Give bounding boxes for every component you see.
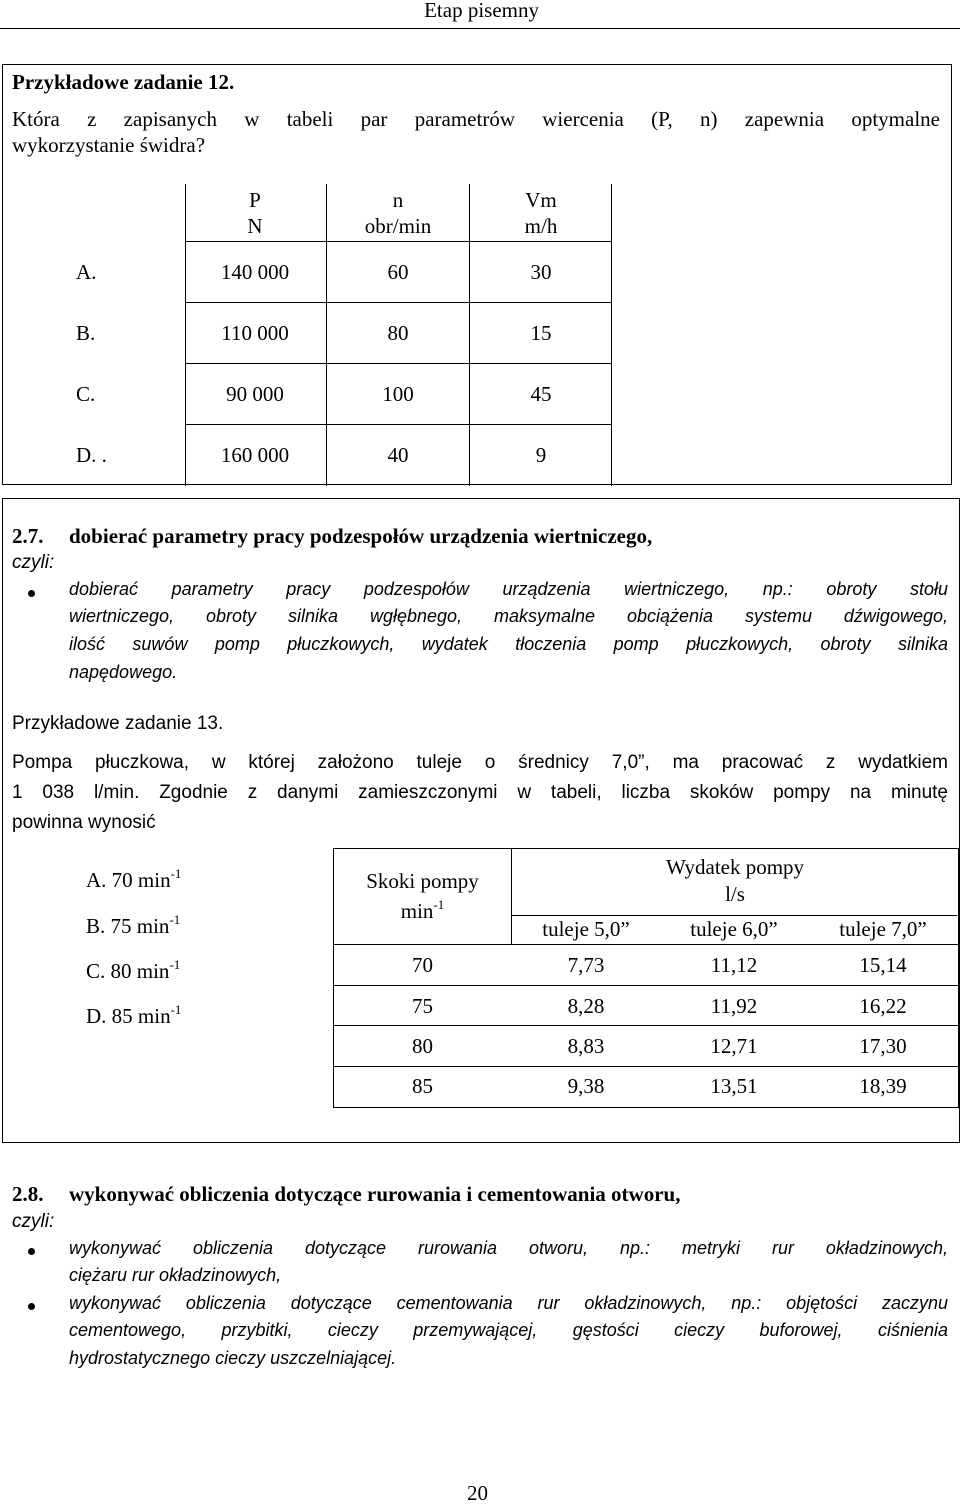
row-d-p: 160 000 — [220, 443, 290, 467]
table-cell: 18,39 — [859, 1074, 907, 1098]
header-n-name: n — [392, 188, 404, 212]
table-cell: 9,38 — [567, 1074, 605, 1098]
row-b-n: 80 — [387, 321, 409, 345]
table-cell: 70 — [412, 953, 433, 977]
page-header-title: Etap pisemny — [424, 0, 539, 22]
section-28-title: wykonywać obliczenia dotyczące rurowania i cementowania otworu, — [69, 1182, 681, 1206]
header-p-name: P — [249, 188, 261, 212]
page-number: 20 — [467, 1481, 488, 1505]
section-27-line3: ilość suwów pomp płuczkowych, wydatek tłoczenia pomp płuczkowych, obroty silnika — [69, 634, 948, 654]
answer-b — [86, 912, 180, 939]
answer-c-exp: -1 — [169, 957, 181, 972]
answer-a-label: A. — [86, 868, 107, 892]
task-12-title: Przykładowe zadanie 12. — [12, 70, 235, 94]
row-c-n: 100 — [382, 382, 414, 406]
table-cell: 8,83 — [567, 1034, 605, 1058]
answer-c — [86, 957, 180, 984]
table-cell: 13,51 — [710, 1074, 758, 1098]
row-label-b: B. — [76, 321, 96, 345]
answer-d-value: 85 min — [111, 1004, 171, 1028]
answer-d — [86, 1002, 181, 1029]
section-27-line4: napędowego. — [69, 662, 178, 682]
answer-b-value: 75 min — [110, 914, 170, 938]
row-b-vm: 15 — [530, 321, 552, 345]
header-divider — [0, 28, 960, 29]
section-27-line2: wiertniczego, obroty silnika wgłębnego, maksymalne obciążenia systemu dźwigowego, — [69, 606, 948, 626]
answer-d-exp: -1 — [170, 1002, 182, 1017]
table-cell: 12,71 — [710, 1034, 758, 1058]
col-strokes-exp: -1 — [433, 897, 445, 912]
header-n-unit: obr/min — [364, 214, 432, 238]
task-13-text-line1: Pompa płuczkowa, w której założono tuleje o średnicy 7,0”, ma pracować z wydatkiem — [12, 752, 948, 773]
row-c-p: 90 000 — [226, 382, 284, 406]
section-28-number: 2.8. — [12, 1182, 44, 1206]
row-c-vm: 45 — [530, 382, 552, 406]
row-label-c: C. — [76, 382, 96, 406]
bullet-icon — [28, 1248, 35, 1255]
col-strokes-unit: min — [400, 899, 434, 923]
table-cell: 75 — [412, 994, 433, 1018]
group-yield-line1: Wydatek pompy — [665, 855, 805, 879]
section-27-number: 2.7. — [12, 524, 44, 548]
table-cell: 17,30 — [859, 1034, 907, 1058]
task-13-table — [333, 848, 959, 1108]
row-a-n: 60 — [387, 260, 409, 284]
header-vm-unit: m/h — [524, 214, 558, 238]
section-28-b1-line2: ciężaru rur okładzinowych, — [69, 1265, 282, 1285]
row-d-n: 40 — [387, 443, 409, 467]
section-27-title: dobierać parametry pracy podzespołów urządzenia wiertniczego, — [69, 524, 653, 548]
answer-b-label: B. — [86, 914, 106, 938]
subheader-5: tuleje 5,0” — [542, 917, 630, 941]
section-27-line1: dobierać parametry pracy podzespołów urządzenia wiertniczego, np.: obroty stołu — [69, 579, 948, 599]
subheader-6: tuleje 6,0” — [690, 917, 778, 941]
table-cell: 16,22 — [859, 994, 907, 1018]
table-cell: 11,92 — [710, 994, 758, 1018]
task-13-text-line2: 1 038 l/min. Zgodnie z danymi zamieszczonymi w tabeli, liczba skoków pompy na minutę — [12, 782, 948, 803]
group-yield-line2: l/s — [725, 882, 745, 906]
col-strokes-line2 — [334, 897, 511, 924]
task-12-table — [185, 184, 612, 486]
table-cell: 8,28 — [567, 994, 605, 1018]
row-a-p: 140 000 — [220, 260, 290, 284]
bullet-icon — [28, 1303, 35, 1310]
subheader-7: tuleje 7,0” — [839, 917, 927, 941]
task-13-text-line3: powinna wynosić — [12, 812, 156, 833]
table-cell: 7,73 — [567, 953, 605, 977]
row-d-vm: 9 — [535, 443, 547, 467]
section-28-czyli: czyli: — [12, 1211, 55, 1232]
answer-a-exp: -1 — [170, 866, 182, 881]
answer-a — [86, 866, 181, 893]
row-b-p: 110 000 — [221, 321, 289, 345]
task-12-question-line2: wykorzystanie świdra? — [12, 133, 206, 157]
section-28-b2-line2: cementowego, przybitki, cieczy przemywającej, gęstości cieczy buforowej, ciśnienia — [69, 1320, 948, 1340]
table-cell: 85 — [412, 1074, 433, 1098]
row-a-vm: 30 — [530, 260, 552, 284]
answer-b-exp: -1 — [169, 912, 181, 927]
answer-c-value: 80 min — [110, 959, 170, 983]
header-vm-name: Vm — [525, 188, 557, 212]
section-28-b2-line3: hydrostatycznego cieczy uszczelniającej. — [69, 1348, 397, 1368]
answer-a-value: 70 min — [111, 868, 171, 892]
task-12-question-line1: Która z zapisanych w tabeli par parametrów wiercenia (P, n) zapewnia optymalne — [12, 107, 940, 131]
table-cell: 15,14 — [859, 953, 907, 977]
task-13-title: Przykładowe zadanie 13. — [12, 713, 224, 734]
table-cell: 80 — [412, 1034, 433, 1058]
section-28-b2-line1: wykonywać obliczenia dotyczące cementowania rur okładzinowych, np.: objętości zaczynu — [69, 1293, 948, 1313]
table-cell: 11,12 — [710, 953, 758, 977]
row-label-a: A. — [76, 260, 97, 284]
answer-d-label: D. — [86, 1004, 107, 1028]
header-p-unit: N — [247, 214, 263, 238]
answer-c-label: C. — [86, 959, 106, 983]
row-label-d: D. . — [76, 443, 107, 467]
col-strokes-line1: Skoki pompy — [366, 869, 479, 893]
section-28-b1-line1: wykonywać obliczenia dotyczące rurowania otworu, np.: metryki rur okładzinowych, — [69, 1238, 948, 1258]
section-27-czyli: czyli: — [12, 552, 55, 573]
